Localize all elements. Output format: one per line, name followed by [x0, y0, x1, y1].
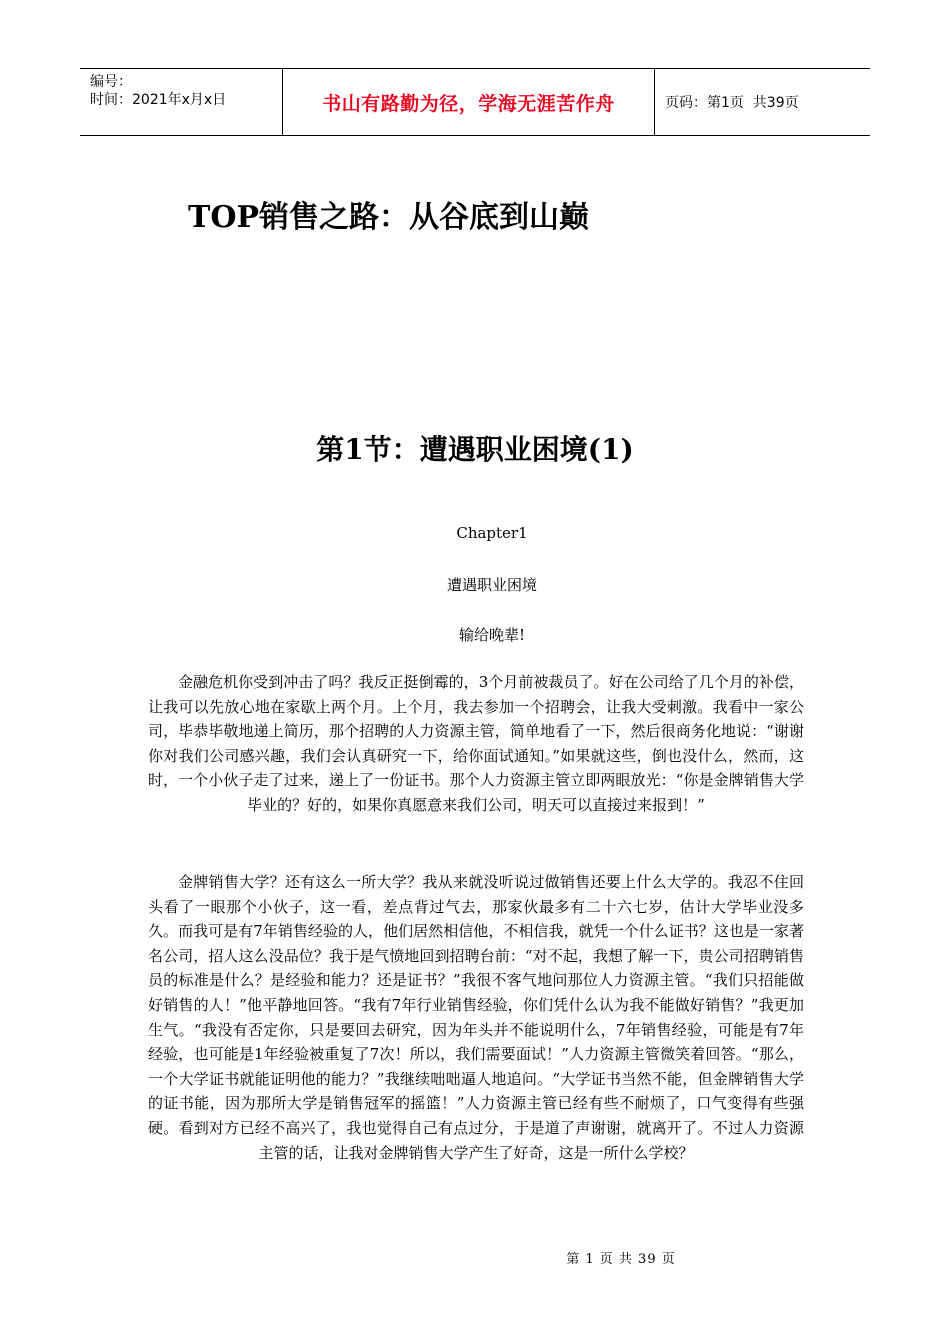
header-page-info [655, 69, 870, 135]
header-meta [80, 69, 282, 135]
main-title: TOP销售之路：从谷底到山巅 [188, 200, 590, 235]
header-motto: 书山有路勤为径，学海无涯苦作舟 [282, 69, 655, 135]
paragraph-1: 金融危机你受到冲击了吗？我反正挺倒霉的，3个月前被裁员了。好在公司给了几个月的补偿，让我可以先放心地在家歇上两个月。上个月，我去参加一个招聘会，让我大受刺激。我看中一家公司，毕恭毕敬地递上简历，那个招聘的人力资源主管，简单地看了一下，然后很商务化地说：“谢谢你对我们公司感兴趣，我们会认真研究一下，给你面试通知。”如果就这些，倒也没什么，然而，这时，一个小伙子走了过来，递上了一份证书。那个人力资源主管立即两眼放光：“你是金牌销售大学毕业的？好的，如果你真愿意来我们公司，明天可以直接过来报到！” [148, 673, 804, 814]
chapter-subtitle: 遭遇职业困境 [446, 576, 537, 594]
section-title: 第1节：遭遇职业困境(1) [316, 433, 634, 466]
chapter-heading: 输给晚辈! [458, 626, 526, 644]
page-footer: 第 1 页 共 39 页 [566, 1252, 676, 1267]
page-header [80, 68, 870, 136]
chapter-label: Chapter1 [456, 524, 528, 542]
page-info-text: 页码：第1页 共39页 [665, 95, 799, 111]
time-label: 时间：2021年x月x日 [90, 92, 227, 108]
paragraph-2: 金牌销售大学？还有这么一所大学？我从来就没听说过做销售还要上什么大学的。我忍不住回头看了一眼那个小伙子，这一看，差点背过气去，那家伙最多有二十六七岁，估计大学毕业没多久。而我可是有7年销售经验的人，他们居然相信他，不相信我，就凭一个什么证书？这也是一家著名公司，招人这么没品位？我于是气愤地回到招聘台前：“对不起，我想了解一下，贵公司招聘销售员的标准是什么？是经验和能力？还是证书？”我很不客气地问那位人力资源主管。“我们只招能做好销售的人！”他平静地回答。“我有7年行业销售经验，你们凭什么认为我不能做好销售？”我更加生气。“我没有否定你，只是要回去研究，因为年头并不能说明什么，7年销售经验，可能是有7年经验，也可能是1年经验被重复了7次！所以，我们需要面试！”人力资源主管微笑着回答。“那么，一个大学证书就能证明他的能力？”我继续咄咄逼人地追问。“大学证书当然不能，但金牌销售大学的证书能，因为那所大学是销售冠军的摇篮！”人力资源主管已经有些不耐烦了，口气变得有些强硬。看到对方已经不高兴了，我也觉得自己有点过分，于是道了声谢谢，就离开了。不过人力资源主管的话，让我对金牌销售大学产生了好奇，这是一所什么学校？ [148, 873, 804, 1162]
serial-label: 编号： [90, 74, 132, 90]
